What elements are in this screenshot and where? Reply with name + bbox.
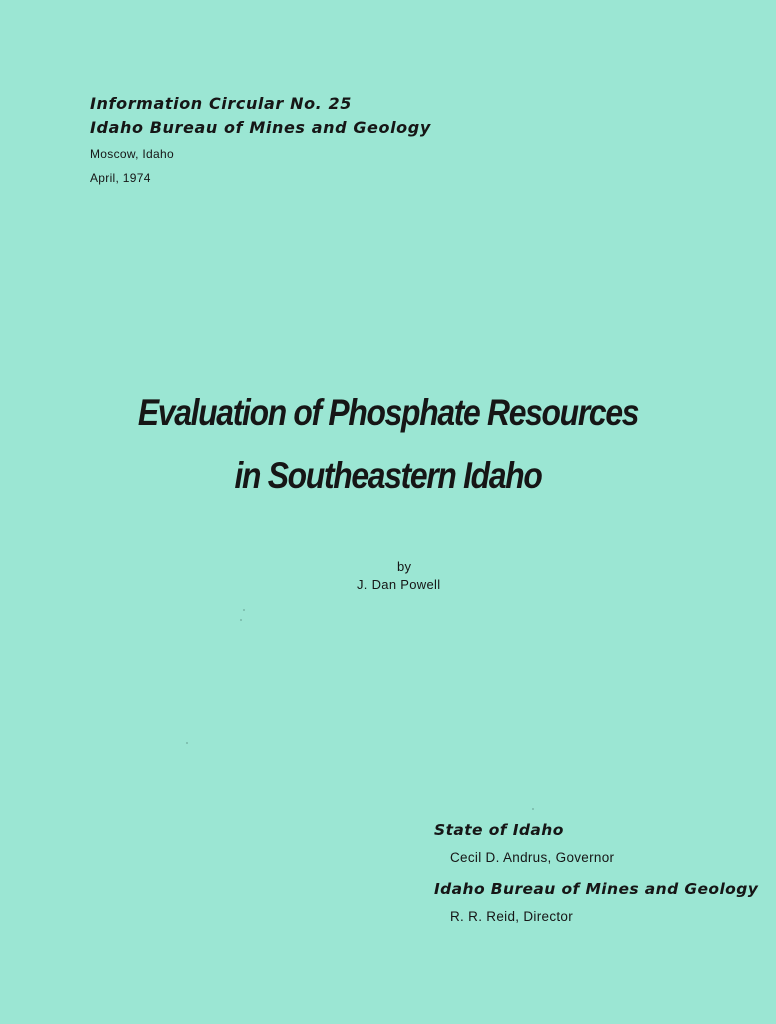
author-name: J. Dan Powell	[357, 577, 441, 592]
title-line-1: Evaluation of Phosphate Resources	[137, 392, 639, 433]
paper-speck	[532, 808, 534, 810]
publication-date: April, 1974	[90, 171, 151, 185]
title-line-2: in Southeastern Idaho	[234, 455, 542, 496]
paper-speck	[243, 609, 245, 611]
state-name: State of Idaho	[434, 821, 564, 839]
publisher-name: Idaho Bureau of Mines and Geology	[90, 118, 431, 137]
governor-name: Cecil D. Andrus, Governor	[450, 850, 615, 865]
bureau-name: Idaho Bureau of Mines and Geology	[434, 880, 759, 898]
paper-speck	[240, 619, 242, 621]
director-name: R. R. Reid, Director	[450, 909, 574, 924]
paper-speck	[186, 742, 188, 744]
circular-number: Information Circular No. 25	[90, 94, 352, 113]
publication-location: Moscow, Idaho	[90, 147, 174, 161]
byline-by: by	[397, 559, 412, 574]
